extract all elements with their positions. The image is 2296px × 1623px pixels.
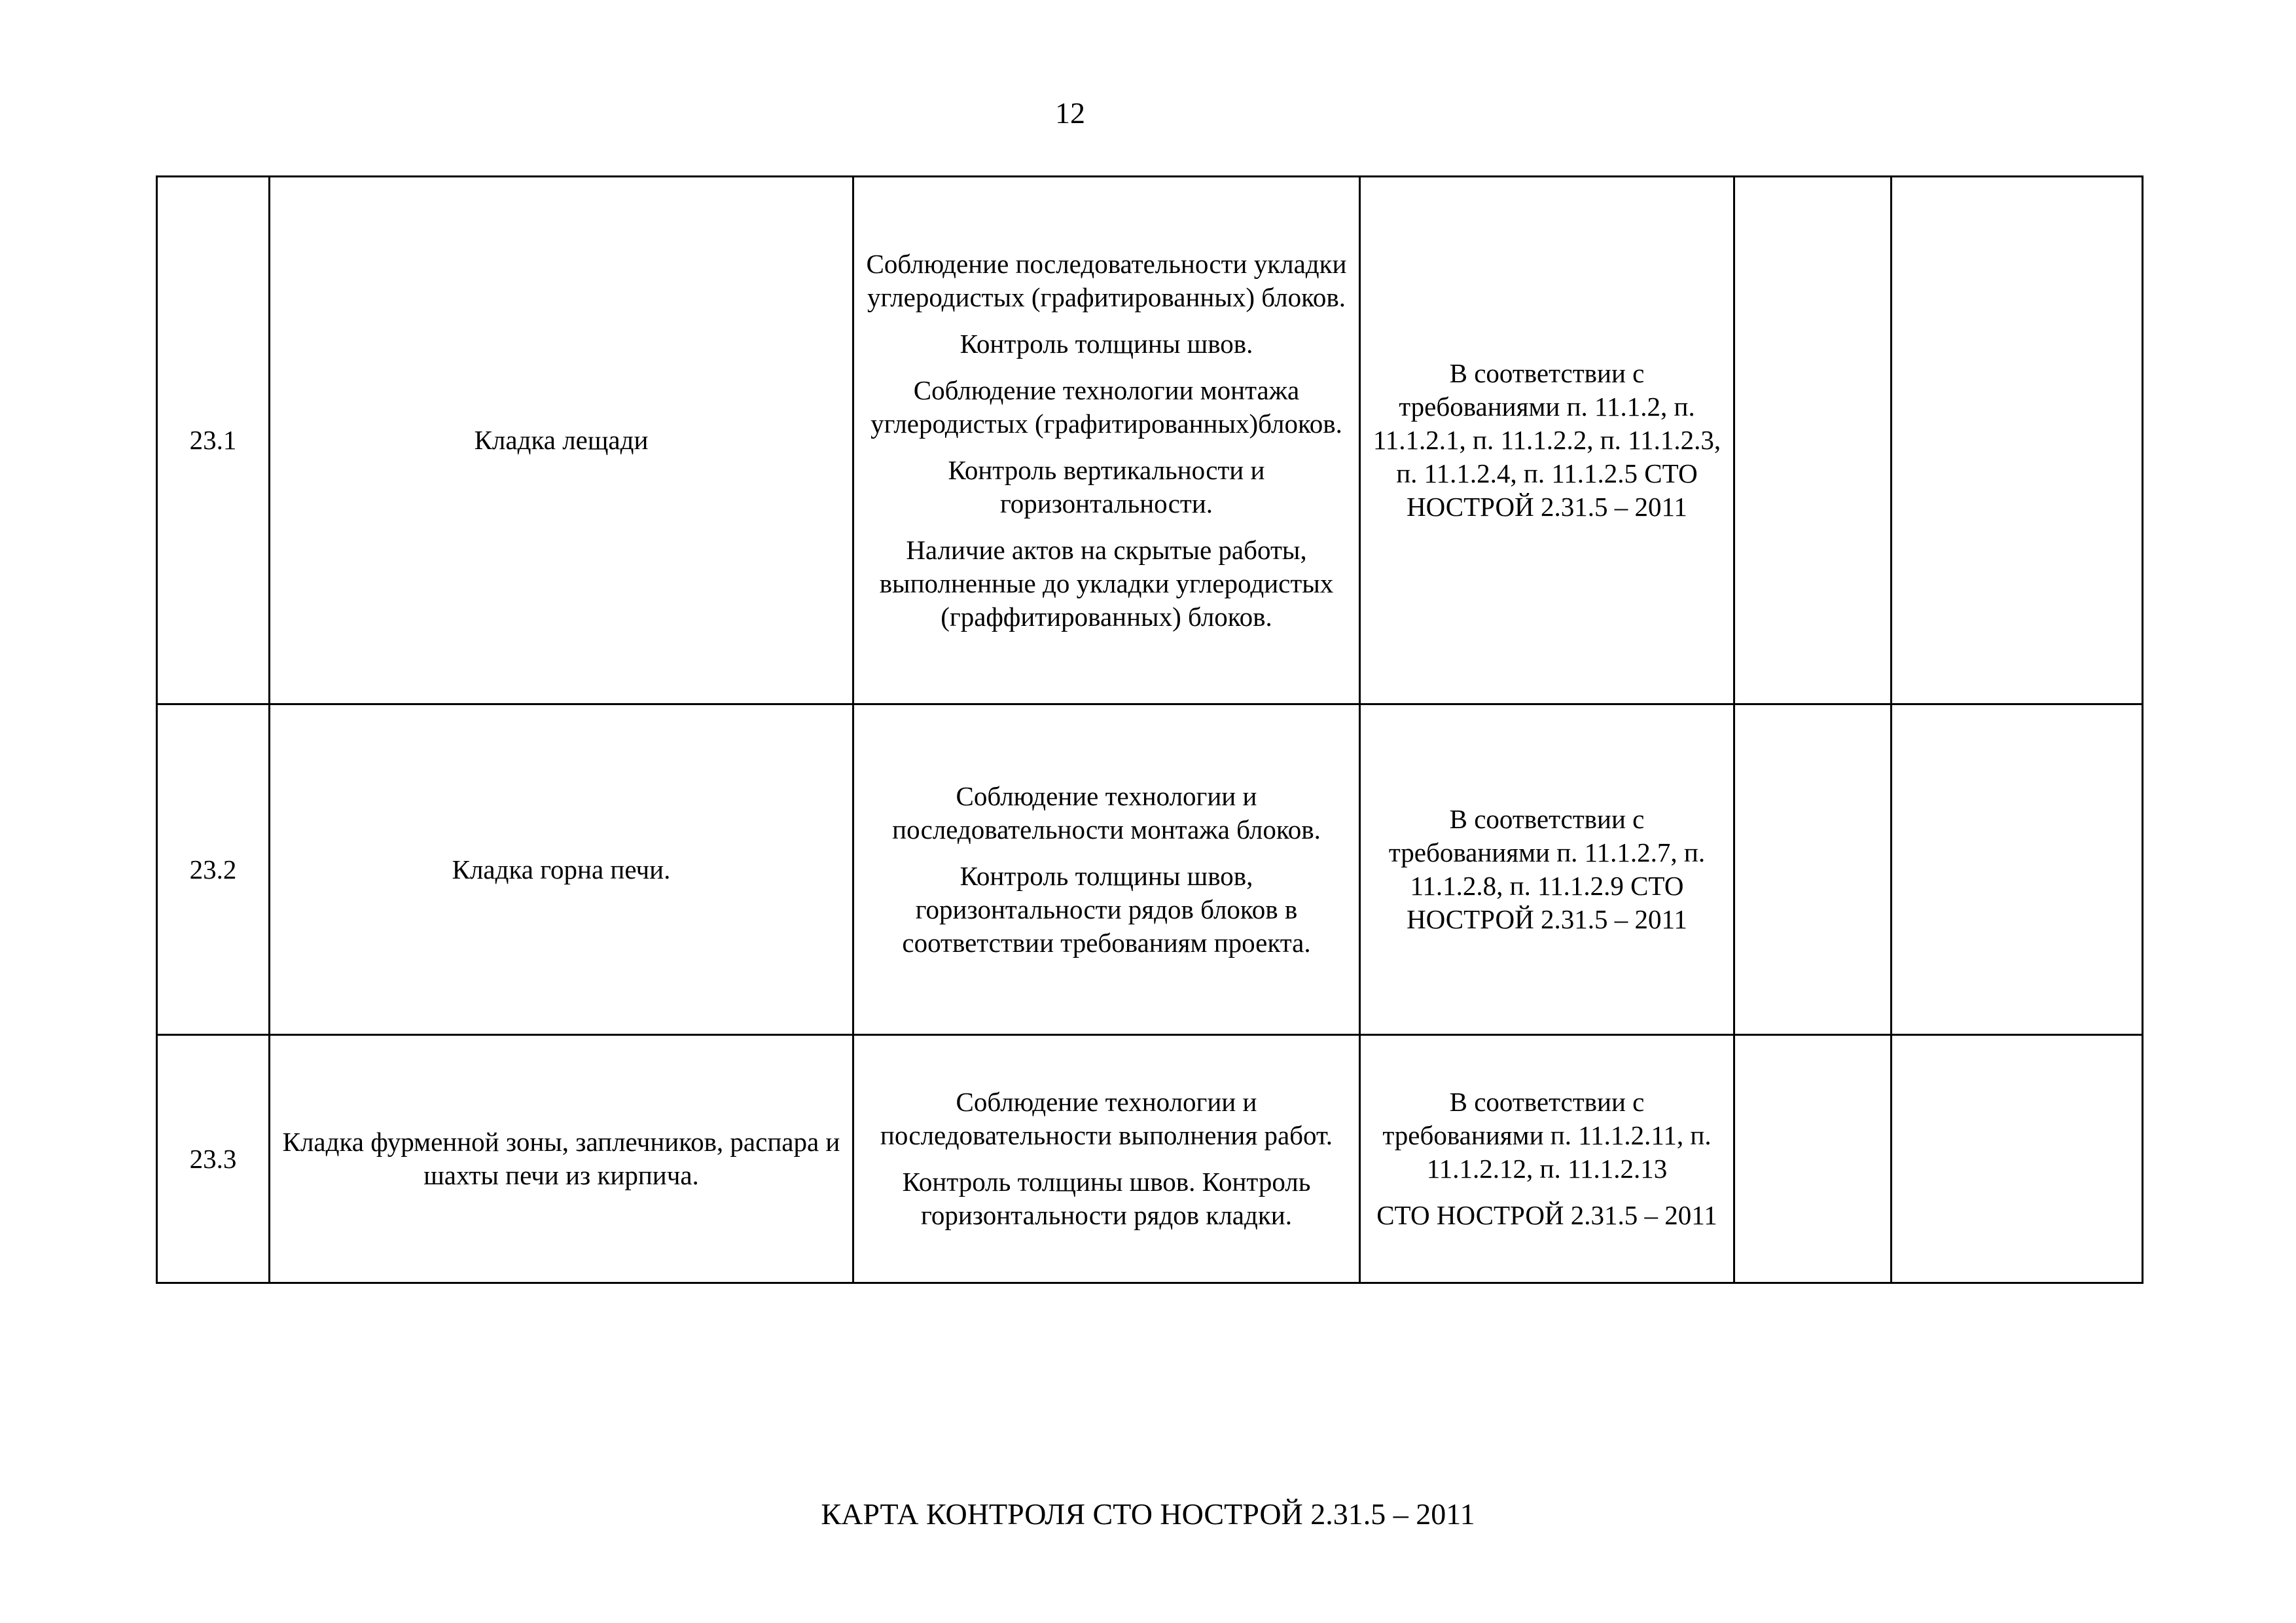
requirement-item: СТО НОСТРОЙ 2.31.5 – 2011	[1376, 1200, 1717, 1230]
table-row	[157, 704, 2143, 1035]
row-number-cell: 23.1	[157, 177, 270, 704]
empty-cell	[1734, 704, 1892, 1035]
requirement-item: В соответствии с требованиями п. 11.1.2.11, п. 11.1.2.12, п. 11.1.2.13	[1382, 1087, 1712, 1184]
row-number-cell: 23.2	[157, 704, 270, 1035]
operation-cell: Кладка горна печи.	[270, 704, 853, 1035]
check-item: Контроль толщины швов.	[960, 328, 1253, 359]
requirement-item: В соответствии с требованиями п. 11.1.2.7, п. 11.1.2.8, п. 11.1.2.9 СТО НОСТРОЙ 2.31.5 – 2011	[1388, 804, 1706, 934]
checks-cell	[853, 704, 1360, 1035]
check-item: Соблюдение последовательности укладки углеродистых (графитированных) блоков.	[866, 248, 1347, 312]
empty-cell	[1734, 1035, 1892, 1283]
empty-cell	[1892, 177, 2143, 704]
row-number-cell: 23.3	[157, 1035, 270, 1283]
check-item: Контроль толщины швов, горизонтальности рядов блоков в соответствии требованиям проекта.	[902, 860, 1311, 958]
empty-cell	[1892, 1035, 2143, 1283]
checks-cell	[853, 177, 1360, 704]
table-row	[157, 177, 2143, 704]
table-row	[157, 1035, 2143, 1283]
check-item: Соблюдение технологии и последовательности выполнения работ.	[880, 1087, 1333, 1150]
check-item: Соблюдение технологии монтажа углеродистых (графитированных)блоков.	[870, 374, 1342, 439]
requirements-cell	[1360, 704, 1734, 1035]
requirements-cell	[1360, 1035, 1734, 1283]
check-item: Соблюдение технологии и последовательности монтажа блоков.	[892, 780, 1321, 845]
requirements-cell	[1360, 177, 1734, 704]
checks-cell	[853, 1035, 1360, 1283]
page-number: 12	[1055, 96, 1085, 130]
control-table	[156, 175, 2144, 1284]
empty-cell	[1734, 177, 1892, 704]
check-item: Наличие актов на скрытые работы, выполненные до укладки углеродистых (граффитированных) блоков.	[879, 534, 1334, 632]
check-item: Контроль толщины швов. Контроль горизонтальности рядов кладки.	[902, 1167, 1311, 1230]
empty-cell	[1892, 704, 2143, 1035]
operation-cell: Кладка лещади	[270, 177, 853, 704]
requirement-item: В соответствии с требованиями п. 11.1.2, п. 11.1.2.1, п. 11.1.2.2, п. 11.1.2.3, п. 11.1.2.4, п. 11.1.2.5 СТО НОСТРОЙ 2.31.5 – 2011	[1372, 358, 1721, 522]
operation-cell: Кладка фурменной зоны, заплечников, распара и шахты печи из кирпича.	[270, 1035, 853, 1283]
check-item: Контроль вертикальности и горизонтальности.	[948, 454, 1265, 519]
footer-title: КАРТА КОНТРОЛЯ СТО НОСТРОЙ 2.31.5 – 2011	[821, 1497, 1475, 1531]
